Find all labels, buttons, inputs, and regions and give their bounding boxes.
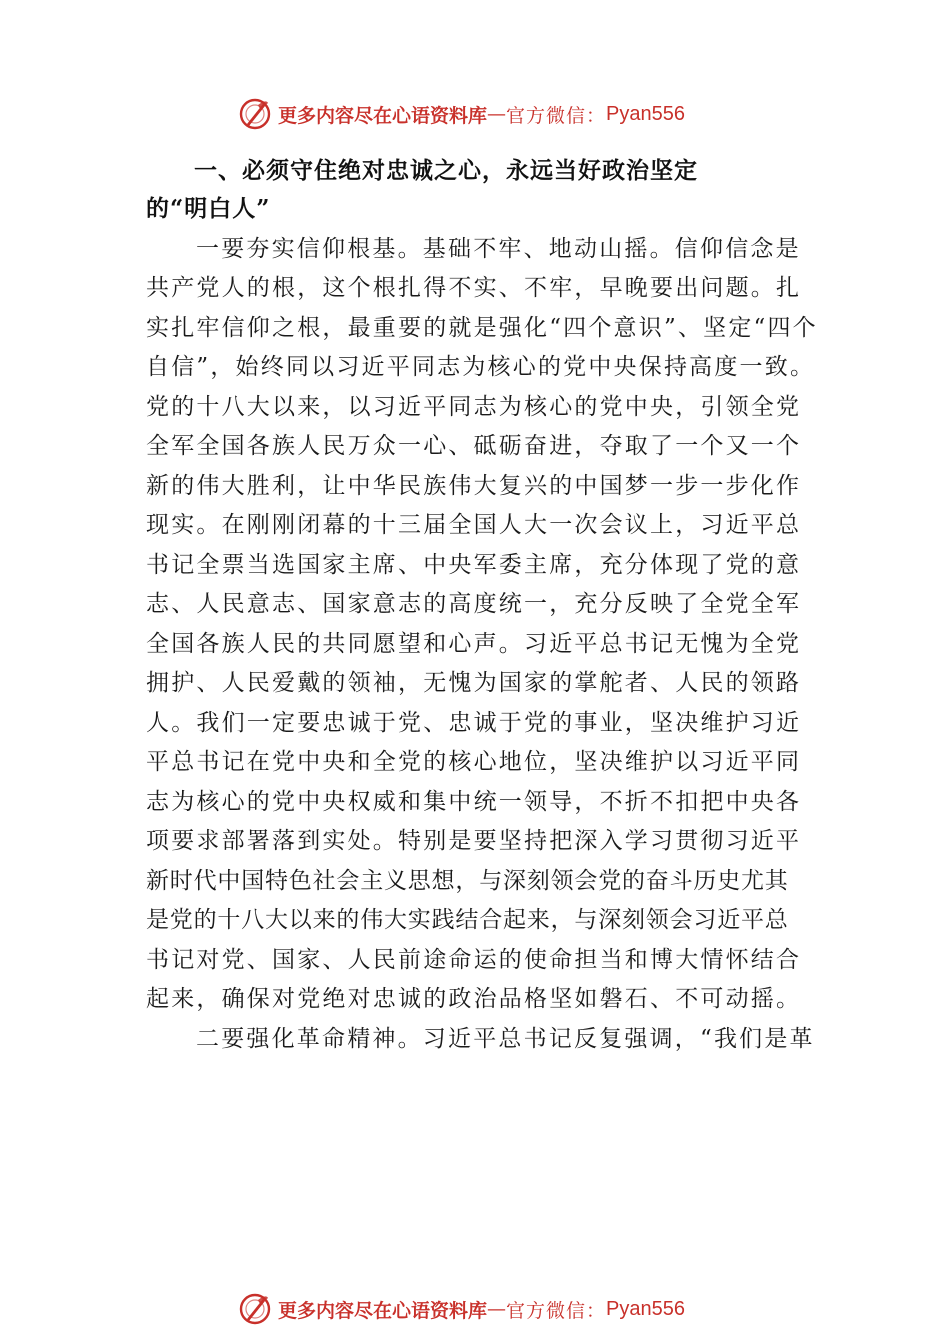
section-heading-line2: 的“明白人” [146,195,271,222]
header-watermark [238,96,685,132]
watermark-wechat-id: Pyan556 [606,1297,685,1320]
watermark-label: 官方微信： [506,104,607,127]
body-line: 人。我们一定要忠诚于党、忠诚于党的事业，坚决维护习近 [146,710,802,736]
body-line: 党的十八大以来，以习近平同志为核心的党中央，引领全党 [146,394,802,420]
footer-watermark [238,1291,685,1327]
watermark-separator: — [487,1298,507,1320]
body-line: 书记全票当选国家主席、中央军委主席，充分体现了党的意 [146,552,802,578]
body-line: 共产党人的根，这个根扎得不实、不牢，早晚要出问题。扎 [146,275,802,301]
body-line: 全国各族人民的共同愿望和心声。习近平总书记无愧为全党 [146,631,802,657]
body-line: 拥护、人民爱戴的领袖，无愧为国家的掌舵者、人民的领路 [146,670,802,696]
body-line: 二要强化革命精神。习近平总书记反复强调，“我们是革 [196,1026,815,1052]
body-line: 志为核心的党中央权威和集中统一领导，不折不扣把中央各 [146,789,802,815]
quill-logo-icon [238,97,272,131]
body-line: 一要夯实信仰根基。基础不牢、地动山摇。信仰信念是 [196,236,801,262]
body-line: 平总书记在党中央和全党的核心地位，坚决维护以习近平同 [146,749,802,775]
body-line: 新的伟大胜利，让中华民族伟大复兴的中国梦一步一步化作 [146,473,802,499]
body-line: 全军全国各族人民万众一心、砥砺奋进，夺取了一个又一个 [146,433,802,459]
watermark-label: 官方微信： [506,1299,607,1322]
body-line: 书记对党、国家、人民前途命运的使命担当和博大情怀结合 [146,947,802,973]
body-line: 实扎牢信仰之根，最重要的就是强化“四个意识”、坚定“四个 [146,315,818,341]
body-line: 新时代中国特色社会主义思想，与深刻领会党的奋斗历史尤其 [146,868,789,894]
watermark-brand: 更多内容尽在心语资料库 [278,1299,488,1322]
body-line: 项要求部署落到实处。特别是要坚持把深入学习贯彻习近平 [146,828,802,854]
body-line: 志、人民意志、国家意志的高度统一，充分反映了全党全军 [146,591,802,617]
body-line: 是党的十八大以来的伟大实践结合起来，与深刻领会习近平总 [146,907,789,933]
watermark-brand: 更多内容尽在心语资料库 [278,104,488,127]
watermark-wechat-id: Pyan556 [606,102,685,125]
watermark-separator: — [487,103,507,125]
body-line: 自信”，始终同以习近平同志为核心的党中央保持高度一致。 [146,354,816,380]
body-line: 现实。在刚刚闭幕的十三届全国人大一次会议上，习近平总 [146,512,802,538]
body-line: 起来，确保对党绝对忠诚的政治品格坚如磐石、不可动摇。 [146,986,802,1012]
section-heading-line1: 一、必须守住绝对忠诚之心，永远当好政治坚定 [194,157,698,184]
quill-logo-icon [238,1292,272,1326]
